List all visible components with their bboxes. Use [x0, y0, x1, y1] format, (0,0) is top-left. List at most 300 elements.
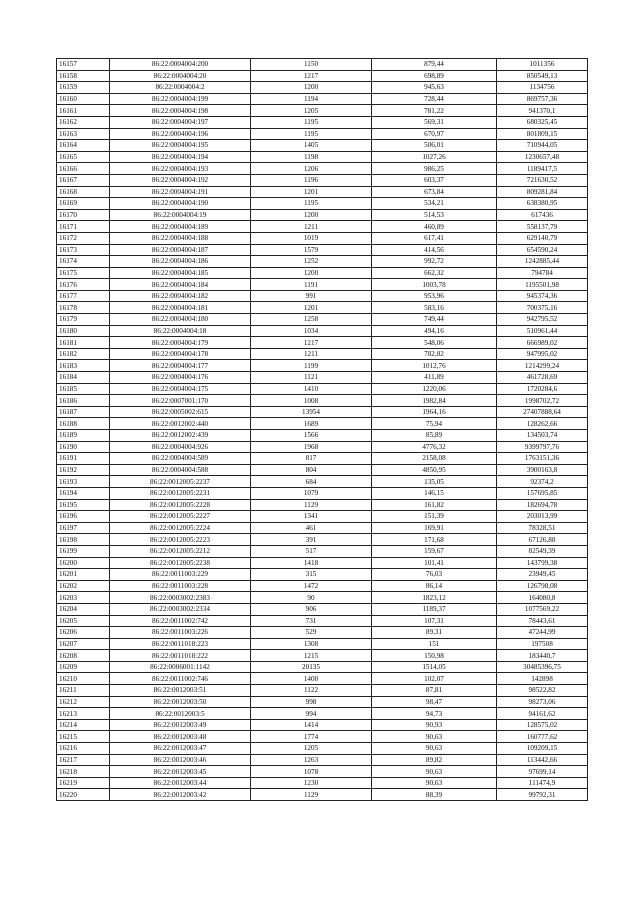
- cadastral-number-cell: 86:22:0005002:615: [110, 406, 251, 418]
- area-cell: 1201: [251, 186, 372, 198]
- area-cell: 998: [251, 696, 372, 708]
- cadastral-number-cell: 86:22:0004004:926: [110, 441, 251, 453]
- cadastral-value-cell: 82549,39: [497, 545, 588, 557]
- specific-value-cell: 159,67: [372, 545, 497, 557]
- row-number-cell: 16212: [57, 696, 110, 708]
- cadastral-value-cell: 9399797,76: [497, 441, 588, 453]
- row-number-cell: 16206: [57, 627, 110, 639]
- cadastral-number-cell: 86:22:0004004:18: [110, 325, 251, 337]
- cadastral-value-cell: 97699,14: [497, 766, 588, 778]
- specific-value-cell: 4776,32: [372, 441, 497, 453]
- cadastral-number-cell: 86:22:0012002:439: [110, 430, 251, 442]
- row-number-cell: 16183: [57, 360, 110, 372]
- row-number-cell: 16174: [57, 256, 110, 268]
- area-cell: 1129: [251, 789, 372, 801]
- specific-value-cell: 94,73: [372, 708, 497, 720]
- row-number-cell: 16211: [57, 685, 110, 697]
- table-row: [57, 534, 588, 546]
- cadastral-value-cell: 558137,79: [497, 221, 588, 233]
- specific-value-cell: 1514,05: [372, 661, 497, 673]
- cadastral-value-cell: 1195501,98: [497, 279, 588, 291]
- cadastral-number-cell: 86:22:0004004:186: [110, 256, 251, 268]
- table-row: [57, 290, 588, 302]
- area-cell: 1217: [251, 70, 372, 82]
- specific-value-cell: 953,96: [372, 290, 497, 302]
- cadastral-value-cell: 94161,62: [497, 708, 588, 720]
- cadastral-number-cell: 86:22:0004004:194: [110, 151, 251, 163]
- cadastral-value-cell: 203013,99: [497, 511, 588, 523]
- cadastral-value-cell: 666989,02: [497, 337, 588, 349]
- area-cell: 1201: [251, 302, 372, 314]
- table-row: [57, 198, 588, 210]
- cadastral-value-cell: 945374,36: [497, 290, 588, 302]
- specific-value-cell: 135,05: [372, 476, 497, 488]
- area-cell: 906: [251, 603, 372, 615]
- area-cell: 1774: [251, 731, 372, 743]
- cadastral-number-cell: 86:22:0012005:2237: [110, 476, 251, 488]
- table-row: [57, 743, 588, 755]
- area-cell: 1194: [251, 93, 372, 105]
- row-number-cell: 16209: [57, 661, 110, 673]
- cadastral-number-cell: 86:22:0004004:192: [110, 174, 251, 186]
- cadastral-number-cell: 86:22:0011003:228: [110, 580, 251, 592]
- cadastral-number-cell: 86:22:0004004:589: [110, 453, 251, 465]
- table-row: [57, 580, 588, 592]
- specific-value-cell: 728,44: [372, 93, 497, 105]
- cadastral-number-cell: 86:22:0012005:2212: [110, 545, 251, 557]
- cadastral-value-cell: 1011356: [497, 59, 588, 71]
- table-row: [57, 256, 588, 268]
- cadastral-number-cell: 86:22:0004004:180: [110, 314, 251, 326]
- area-cell: 529: [251, 627, 372, 639]
- cadastral-value-cell: 680325,45: [497, 116, 588, 128]
- cadastral-value-cell: 142898: [497, 673, 588, 685]
- specific-value-cell: 879,44: [372, 59, 497, 71]
- area-cell: 1472: [251, 580, 372, 592]
- area-cell: 1689: [251, 418, 372, 430]
- cadastral-number-cell: 86:22:0004004:181: [110, 302, 251, 314]
- row-number-cell: 16189: [57, 430, 110, 442]
- specific-value-cell: 76,03: [372, 569, 497, 581]
- row-number-cell: 16200: [57, 557, 110, 569]
- table-row: [57, 221, 588, 233]
- specific-value-cell: 534,21: [372, 198, 497, 210]
- specific-value-cell: 90,63: [372, 743, 497, 755]
- cadastral-value-cell: 710944,05: [497, 140, 588, 152]
- row-number-cell: 16218: [57, 766, 110, 778]
- area-cell: 1195: [251, 198, 372, 210]
- table-row: [57, 348, 588, 360]
- row-number-cell: 16162: [57, 116, 110, 128]
- area-cell: 1008: [251, 395, 372, 407]
- specific-value-cell: 1823,12: [372, 592, 497, 604]
- table-row: [57, 93, 588, 105]
- cadastral-number-cell: 86:22:0004004:588: [110, 464, 251, 476]
- specific-value-cell: 101,41: [372, 557, 497, 569]
- cadastral-number-cell: 86:22:0012003:45: [110, 766, 251, 778]
- cadastral-value-cell: 794784: [497, 267, 588, 279]
- cadastral-number-cell: 86:22:0004004:196: [110, 128, 251, 140]
- row-number-cell: 16160: [57, 93, 110, 105]
- area-cell: 1019: [251, 232, 372, 244]
- specific-value-cell: 411,89: [372, 372, 497, 384]
- row-number-cell: 16186: [57, 395, 110, 407]
- row-number-cell: 16215: [57, 731, 110, 743]
- specific-value-cell: 98,47: [372, 696, 497, 708]
- cadastral-value-cell: 134503,74: [497, 430, 588, 442]
- row-number-cell: 16196: [57, 511, 110, 523]
- specific-value-cell: 414,56: [372, 244, 497, 256]
- area-cell: 1198: [251, 151, 372, 163]
- table-row: [57, 128, 588, 140]
- area-cell: 1121: [251, 372, 372, 384]
- specific-value-cell: 90,63: [372, 731, 497, 743]
- cadastral-value-cell: 721630,52: [497, 174, 588, 186]
- cadastral-number-cell: 86:22:0004004:193: [110, 163, 251, 175]
- area-cell: 1211: [251, 221, 372, 233]
- table-row: [57, 267, 588, 279]
- specific-value-cell: 698,89: [372, 70, 497, 82]
- table-row: [57, 487, 588, 499]
- specific-value-cell: 107,31: [372, 615, 497, 627]
- cadastral-number-cell: 86:22:0012003:51: [110, 685, 251, 697]
- row-number-cell: 16161: [57, 105, 110, 117]
- area-cell: 391: [251, 534, 372, 546]
- row-number-cell: 16204: [57, 603, 110, 615]
- area-cell: 13954: [251, 406, 372, 418]
- table-body: [57, 59, 588, 801]
- table-row: [57, 232, 588, 244]
- table-row: [57, 105, 588, 117]
- cadastral-value-cell: 617436: [497, 209, 588, 221]
- cadastral-value-cell: 128262,66: [497, 418, 588, 430]
- specific-value-cell: 87,81: [372, 685, 497, 697]
- row-number-cell: 16203: [57, 592, 110, 604]
- table-row: [57, 685, 588, 697]
- cadastral-number-cell: 86:22:0006001:1142: [110, 661, 251, 673]
- cadastral-value-cell: 160777,62: [497, 731, 588, 743]
- table-row: [57, 174, 588, 186]
- area-cell: 1566: [251, 430, 372, 442]
- specific-value-cell: 583,16: [372, 302, 497, 314]
- cadastral-number-cell: 86:22:0004004:182: [110, 290, 251, 302]
- area-cell: 994: [251, 708, 372, 720]
- table-row: [57, 82, 588, 94]
- cadastral-value-cell: 78443,61: [497, 615, 588, 627]
- cadastral-value-cell: 47244,99: [497, 627, 588, 639]
- specific-value-cell: 1220,06: [372, 383, 497, 395]
- table-row: [57, 453, 588, 465]
- cadastral-value-cell: 109209,15: [497, 743, 588, 755]
- specific-value-cell: 494,16: [372, 325, 497, 337]
- area-cell: 1205: [251, 105, 372, 117]
- cadastral-value-cell: 941370,1: [497, 105, 588, 117]
- cadastral-value-cell: 1763151,36: [497, 453, 588, 465]
- cadastral-number-cell: 86:22:0012002:440: [110, 418, 251, 430]
- cadastral-number-cell: 86:22:0011003:229: [110, 569, 251, 581]
- area-cell: 1150: [251, 59, 372, 71]
- specific-value-cell: 662,32: [372, 267, 497, 279]
- row-number-cell: 16213: [57, 708, 110, 720]
- table-row: [57, 754, 588, 766]
- cadastral-number-cell: 86:22:0012003:50: [110, 696, 251, 708]
- table-row: [57, 766, 588, 778]
- cadastral-value-cell: 1998702,72: [497, 395, 588, 407]
- area-cell: 1196: [251, 174, 372, 186]
- cadastral-value-cell: 113442,66: [497, 754, 588, 766]
- specific-value-cell: 460,89: [372, 221, 497, 233]
- cadastral-number-cell: 86:22:0012005:2224: [110, 522, 251, 534]
- cadastral-number-cell: 86:22:0004004:200: [110, 59, 251, 71]
- table-row: [57, 511, 588, 523]
- row-number-cell: 16184: [57, 372, 110, 384]
- table-row: [57, 59, 588, 71]
- table-row: [57, 151, 588, 163]
- cadastral-number-cell: 86:22:0004004:188: [110, 232, 251, 244]
- cadastral-number-cell: 86:22:0011018:223: [110, 638, 251, 650]
- cadastral-number-cell: 86:22:0012005:2231: [110, 487, 251, 499]
- row-number-cell: 16179: [57, 314, 110, 326]
- area-cell: 1414: [251, 719, 372, 731]
- cadastral-value-cell: 99792,31: [497, 789, 588, 801]
- cadastral-number-cell: 86:22:0012003:46: [110, 754, 251, 766]
- area-cell: 1263: [251, 754, 372, 766]
- table-row: [57, 615, 588, 627]
- specific-value-cell: 782,82: [372, 348, 497, 360]
- cadastral-number-cell: 86:22:0011003:226: [110, 627, 251, 639]
- table-row: [57, 441, 588, 453]
- specific-value-cell: 1003,78: [372, 279, 497, 291]
- area-cell: 1258: [251, 314, 372, 326]
- area-cell: 1195: [251, 116, 372, 128]
- specific-value-cell: 88,39: [372, 789, 497, 801]
- table-row: [57, 430, 588, 442]
- cadastral-value-cell: 27407888,64: [497, 406, 588, 418]
- cadastral-value-cell: 143799,38: [497, 557, 588, 569]
- cadastral-number-cell: 86:22:0012003:44: [110, 777, 251, 789]
- specific-value-cell: 171,68: [372, 534, 497, 546]
- specific-value-cell: 146,15: [372, 487, 497, 499]
- row-number-cell: 16220: [57, 789, 110, 801]
- cadastral-number-cell: 86:22:0003002:2334: [110, 603, 251, 615]
- row-number-cell: 16210: [57, 673, 110, 685]
- area-cell: 731: [251, 615, 372, 627]
- table-row: [57, 592, 588, 604]
- area-cell: 1968: [251, 441, 372, 453]
- specific-value-cell: 514,53: [372, 209, 497, 221]
- table-row: [57, 406, 588, 418]
- area-cell: 1418: [251, 557, 372, 569]
- cadastral-value-cell: 30485396,75: [497, 661, 588, 673]
- cadastral-value-cell: 1134756: [497, 82, 588, 94]
- area-cell: 1405: [251, 140, 372, 152]
- cadastral-number-cell: 86:22:0004004:195: [110, 140, 251, 152]
- specific-value-cell: 90,93: [372, 719, 497, 731]
- area-cell: 1205: [251, 743, 372, 755]
- row-number-cell: 16164: [57, 140, 110, 152]
- cadastral-number-cell: 86:22:0012003:49: [110, 719, 251, 731]
- cadastral-value-cell: 510961,44: [497, 325, 588, 337]
- table-row: [57, 545, 588, 557]
- table-row: [57, 337, 588, 349]
- row-number-cell: 16172: [57, 232, 110, 244]
- table-row: [57, 140, 588, 152]
- row-number-cell: 16194: [57, 487, 110, 499]
- specific-value-cell: 150,98: [372, 650, 497, 662]
- area-cell: 1122: [251, 685, 372, 697]
- table-row: [57, 360, 588, 372]
- area-cell: 1579: [251, 244, 372, 256]
- cadastral-value-cell: 128575,02: [497, 719, 588, 731]
- table-row: [57, 708, 588, 720]
- row-number-cell: 16185: [57, 383, 110, 395]
- table-row: [57, 186, 588, 198]
- row-number-cell: 16197: [57, 522, 110, 534]
- row-number-cell: 16157: [57, 59, 110, 71]
- cadastral-value-cell: 638380,95: [497, 198, 588, 210]
- row-number-cell: 16180: [57, 325, 110, 337]
- table-row: [57, 696, 588, 708]
- row-number-cell: 16166: [57, 163, 110, 175]
- row-number-cell: 16163: [57, 128, 110, 140]
- specific-value-cell: 2158,08: [372, 453, 497, 465]
- row-number-cell: 16205: [57, 615, 110, 627]
- cadastral-value-cell: 126798,08: [497, 580, 588, 592]
- table-row: [57, 116, 588, 128]
- area-cell: 461: [251, 522, 372, 534]
- table-row: [57, 673, 588, 685]
- land-cadastral-table: [56, 58, 588, 801]
- table-row: [57, 372, 588, 384]
- row-number-cell: 16219: [57, 777, 110, 789]
- area-cell: 1034: [251, 325, 372, 337]
- area-cell: 1400: [251, 673, 372, 685]
- specific-value-cell: 1982,84: [372, 395, 497, 407]
- cadastral-value-cell: 111474,9: [497, 777, 588, 789]
- cadastral-value-cell: 869757,36: [497, 93, 588, 105]
- area-cell: 817: [251, 453, 372, 465]
- cadastral-value-cell: 182694,78: [497, 499, 588, 511]
- table-row: [57, 70, 588, 82]
- specific-value-cell: 89,31: [372, 627, 497, 639]
- cadastral-number-cell: 86:22:0004004:179: [110, 337, 251, 349]
- specific-value-cell: 603,37: [372, 174, 497, 186]
- specific-value-cell: 90,63: [372, 766, 497, 778]
- cadastral-number-cell: 86:22:0004004:176: [110, 372, 251, 384]
- cadastral-number-cell: 86:22:0004004:189: [110, 221, 251, 233]
- cadastral-value-cell: 1720284,6: [497, 383, 588, 395]
- table-row: [57, 650, 588, 662]
- row-number-cell: 16201: [57, 569, 110, 581]
- table-row: [57, 789, 588, 801]
- row-number-cell: 16208: [57, 650, 110, 662]
- table-row: [57, 638, 588, 650]
- specific-value-cell: 506,01: [372, 140, 497, 152]
- cadastral-value-cell: 801809,15: [497, 128, 588, 140]
- row-number-cell: 16181: [57, 337, 110, 349]
- table-row: [57, 418, 588, 430]
- table-row: [57, 522, 588, 534]
- area-cell: 1206: [251, 163, 372, 175]
- table-row: [57, 244, 588, 256]
- specific-value-cell: 161,82: [372, 499, 497, 511]
- specific-value-cell: 673,84: [372, 186, 497, 198]
- specific-value-cell: 670,97: [372, 128, 497, 140]
- row-number-cell: 16158: [57, 70, 110, 82]
- row-number-cell: 16178: [57, 302, 110, 314]
- table-row: [57, 777, 588, 789]
- cadastral-value-cell: 629140,79: [497, 232, 588, 244]
- cadastral-number-cell: 86:22:0004004:197: [110, 116, 251, 128]
- row-number-cell: 16170: [57, 209, 110, 221]
- area-cell: 1341: [251, 511, 372, 523]
- row-number-cell: 16187: [57, 406, 110, 418]
- cadastral-value-cell: 1242885,44: [497, 256, 588, 268]
- row-number-cell: 16171: [57, 221, 110, 233]
- table-row: [57, 476, 588, 488]
- cadastral-value-cell: 1077569,22: [497, 603, 588, 615]
- table-row: [57, 302, 588, 314]
- cadastral-number-cell: 86:22:0011002:746: [110, 673, 251, 685]
- cadastral-value-cell: 157695,85: [497, 487, 588, 499]
- specific-value-cell: 992,72: [372, 256, 497, 268]
- cadastral-value-cell: 1214299,24: [497, 360, 588, 372]
- table-row: [57, 731, 588, 743]
- table-row: [57, 627, 588, 639]
- cadastral-number-cell: 86:22:0012003:5: [110, 708, 251, 720]
- specific-value-cell: 169,91: [372, 522, 497, 534]
- table-row: [57, 661, 588, 673]
- cadastral-value-cell: 1189417,5: [497, 163, 588, 175]
- cadastral-number-cell: 86:22:0004004:178: [110, 348, 251, 360]
- area-cell: 1211: [251, 348, 372, 360]
- specific-value-cell: 1964,16: [372, 406, 497, 418]
- specific-value-cell: 151: [372, 638, 497, 650]
- specific-value-cell: 1012,76: [372, 360, 497, 372]
- table-row: [57, 464, 588, 476]
- specific-value-cell: 986,25: [372, 163, 497, 175]
- row-number-cell: 16167: [57, 174, 110, 186]
- row-number-cell: 16182: [57, 348, 110, 360]
- area-cell: 90: [251, 592, 372, 604]
- table-row: [57, 383, 588, 395]
- table-row: [57, 279, 588, 291]
- area-cell: 804: [251, 464, 372, 476]
- cadastral-number-cell: 86:22:0012005:2227: [110, 511, 251, 523]
- row-number-cell: 16207: [57, 638, 110, 650]
- cadastral-value-cell: 164080,8: [497, 592, 588, 604]
- specific-value-cell: 617,41: [372, 232, 497, 244]
- cadastral-value-cell: 67126,88: [497, 534, 588, 546]
- row-number-cell: 16193: [57, 476, 110, 488]
- cadastral-number-cell: 86:22:0004004:19: [110, 209, 251, 221]
- cadastral-number-cell: 86:22:0004004:190: [110, 198, 251, 210]
- cadastral-value-cell: 461728,69: [497, 372, 588, 384]
- area-cell: 1308: [251, 638, 372, 650]
- area-cell: 1191: [251, 279, 372, 291]
- area-cell: 1200: [251, 209, 372, 221]
- table-row: [57, 163, 588, 175]
- area-cell: 1200: [251, 82, 372, 94]
- specific-value-cell: 89,82: [372, 754, 497, 766]
- row-number-cell: 16202: [57, 580, 110, 592]
- cadastral-number-cell: 86:22:0007001:170: [110, 395, 251, 407]
- area-cell: 1217: [251, 337, 372, 349]
- cadastral-number-cell: 86:22:0004004:175: [110, 383, 251, 395]
- area-cell: 1215: [251, 650, 372, 662]
- table-row: [57, 314, 588, 326]
- table-row: [57, 209, 588, 221]
